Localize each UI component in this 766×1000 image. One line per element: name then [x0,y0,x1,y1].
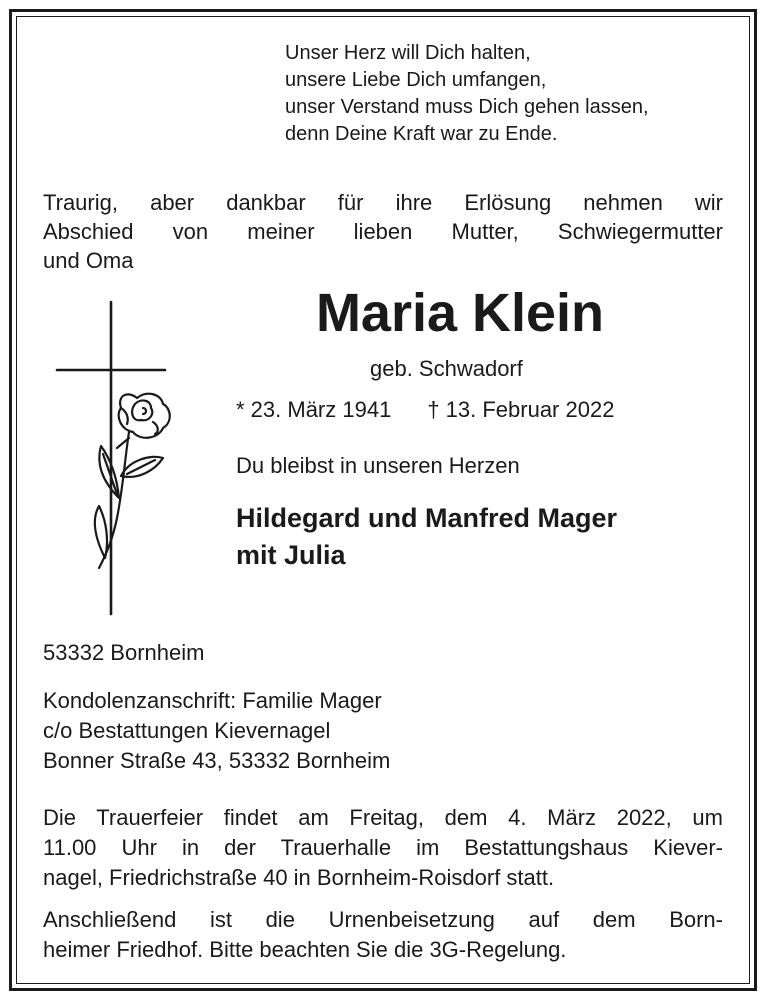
ceremony-line: nagel, Friedrichstraße 40 in Bornheim-Roisdorf statt. [43,865,555,890]
poem-line: denn Deine Kraft war zu Ende. [285,123,558,145]
intro-line: Abschied von meiner lieben Mutter, Schwiegermutter [43,219,723,244]
poem-line: unsere Liebe Dich umfangen, [285,69,547,91]
death-date: † 13. Februar 2022 [427,397,615,422]
urn-burial-info [43,905,723,965]
poem-line: Unser Herz will Dich halten, [285,42,531,64]
birth-name: geb. Schwadorf [370,356,523,381]
remembrance-line: Du bleibst in unseren Herzen [236,453,520,478]
address-line: Bonner Straße 43, 53332 Bornheim [43,748,391,773]
poem-line: unser Verstand muss Dich gehen lassen, [285,96,649,118]
ceremony-info [43,803,723,893]
cross-with-rose-icon [55,298,185,618]
family-names [236,500,617,574]
intro-line: und Oma [43,248,134,273]
intro-line: Traurig, aber dankbar für ihre Erlösung nehmen wir [43,190,723,215]
intro-text [43,188,723,275]
poem [285,40,649,148]
family-line: mit Julia [236,540,346,570]
ceremony-line: Die Trauerfeier findet am Freitag, dem 4. März 2022, um [43,805,723,830]
condolence-address [43,686,390,776]
address-line: Kondolenzanschrift: Familie Mager [43,688,382,713]
address-line: c/o Bestattungen Kievernagel [43,718,331,743]
ceremony-line: 11.00 Uhr in der Trauerhalle im Bestattungshaus Kiever- [43,835,723,860]
urn-line: heimer Friedhof. Bitte beachten Sie die 3G-Regelung. [43,937,567,962]
deceased-name: Maria Klein [315,283,605,343]
birth-date: * 23. März 1941 [236,397,392,422]
life-dates [236,397,614,423]
residence: 53332 Bornheim [43,640,205,665]
family-line: Hildegard und Manfred Mager [236,503,618,533]
urn-line: Anschließend ist die Urnenbeisetzung auf dem Born- [43,907,723,932]
